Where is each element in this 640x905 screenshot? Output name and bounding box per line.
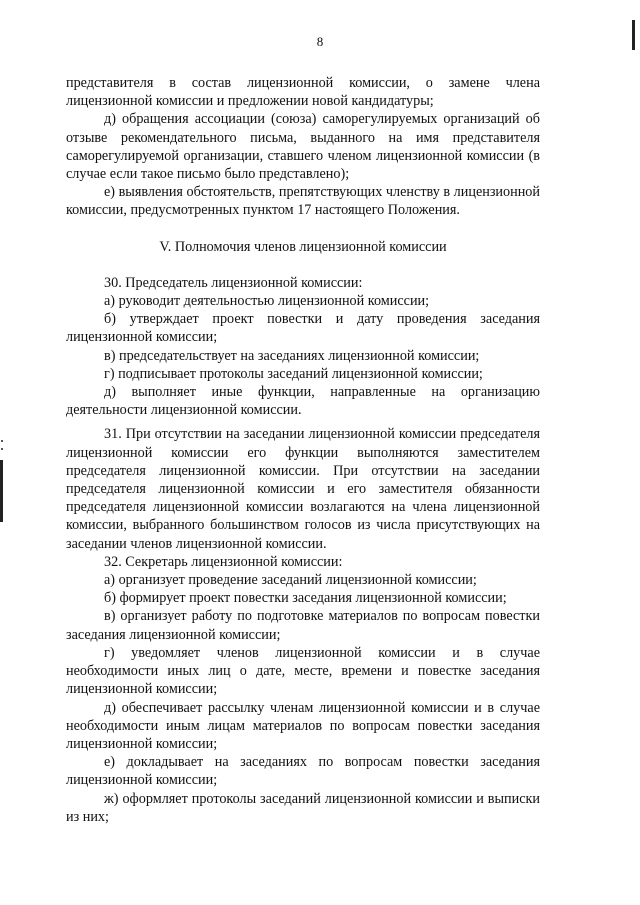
paragraph: д) обращения ассоциации (союза) саморегулируемых организаций об отзыве рекомендательного письма, выданного на имя представителя саморегулируемой организации, ставшего членом лицензионной комиссии (в случае если такое письмо было представлено); [66,111,540,183]
paragraph: 32. Секретарь лицензионной комиссии: [104,553,343,570]
paragraph: б) формирует проект повестки заседания лицензионной комиссии; [104,590,507,607]
paragraph: 30. Председатель лицензионной комиссии: [104,274,363,291]
paragraph: в) организует работу по подготовке материалов по вопросам повестки заседания лицензионной комиссии; [66,608,540,643]
page-number: 8 [316,34,324,49]
document-body [66,74,540,826]
paragraph: а) руководит деятельностью лицензионной комиссии; [104,293,430,310]
scan-edge-dot [1,448,3,450]
paragraph: г) уведомляет членов лицензионной комиссии и в случае необходимости иных лиц о дате, месте, времени и повестке заседания лицензионной комиссии; [66,644,540,698]
paragraph: а) организует проведение заседаний лицензионной комиссии; [104,572,477,589]
scan-edge-mark-left [0,460,3,522]
paragraph: ж) оформляет протоколы заседаний лицензионной комиссии и выписки из них; [66,790,540,825]
paragraph: представителя в состав лицензионной комиссии, о замене члена лицензионной комиссии и предложении новой кандидатуры; [66,75,540,110]
paragraph: 31. При отсутствии на заседании лицензионной комиссии председателя лицензионной комиссии его функции выполняются заместителем председателя лицензионной комиссии. При отсутствии на заседании председателя лицензионной комиссии и его заместителя обязанности председателя лицензионной комиссии возлагаются на члена лицензионной комиссии, выбранного большинством голосов из числа присутствующих на заседании членов лицензионной комиссии. [66,426,540,552]
paragraph: б) утверждает проект повестки и дату проведения заседания лицензионной комиссии; [66,311,540,346]
paragraph: е) выявления обстоятельств, препятствующих членству в лицензионной комиссии, предусмотренных пунктом 17 настоящего Положения. [66,184,540,219]
scan-edge-dot [1,440,3,442]
paragraph: е) докладывает на заседаниях по вопросам повестки заседания лицензионной комиссии; [66,754,540,789]
paragraph: д) выполняет иные функции, направленные на организацию деятельности лицензионной комиссии. [66,384,540,419]
paragraph: д) обеспечивает рассылку членам лицензионной комиссии и в случае необходимости иным лицам материалов по вопросам повестки заседания лицензионной комиссии; [66,699,540,752]
paragraph: в) председательствует на заседаниях лицензионной комиссии; [104,347,480,364]
section-heading: V. Полномочия членов лицензионной комиссии [159,238,447,255]
scan-edge-mark-right [632,20,635,50]
paragraph: г) подписывает протоколы заседаний лицензионной комиссии; [104,365,483,382]
